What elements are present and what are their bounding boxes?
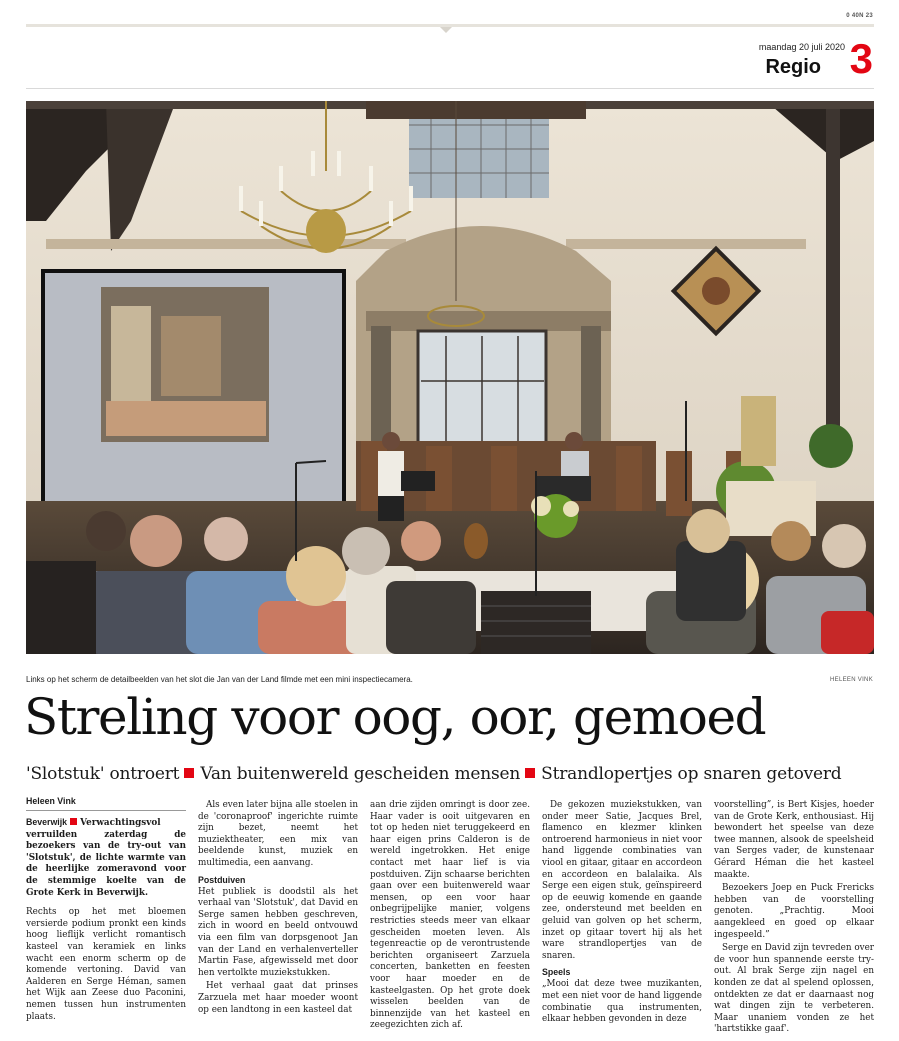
column-5 bbox=[714, 796, 874, 1038]
paragraph: Het publiek is doodstil als het verhaal van 'Slotstuk', dat David en Serge samen hebben geschreven, zich in woord en beeld ontvouwd via een film van dorpsgenoot Jan van der Land en verhalenverteller Martin Fase, afgewisseld met door hen vertolkte muziekstukken. bbox=[198, 886, 358, 978]
paragraph: „Mooi dat deze twee muzikanten, met een niet voor de hand liggende combinatie qua instrumenten, elkaar hebben gevonden in deze bbox=[542, 979, 702, 1025]
lead-paragraph bbox=[26, 817, 186, 899]
photo-illustration bbox=[26, 101, 874, 654]
page-number: 3 bbox=[849, 35, 873, 82]
column-3 bbox=[370, 796, 530, 1034]
section-title: Regio bbox=[765, 56, 821, 78]
red-square-icon bbox=[184, 768, 194, 778]
subheading: Speels bbox=[542, 967, 571, 978]
publication-date: maandag 20 juli 2020 bbox=[758, 42, 845, 52]
header-rule bbox=[26, 88, 874, 89]
column-4 bbox=[542, 796, 702, 1028]
page-code: 0 40N 23 bbox=[846, 13, 873, 19]
deck-item-3: Strandlopertjes op snaren getoverd bbox=[541, 764, 842, 784]
column-1 bbox=[26, 796, 186, 1025]
photo-caption: Links op het scherm de detailbeelden van het slot die Jan van der Land filmde met een mini inspectiecamera. bbox=[26, 675, 413, 684]
photo-credit: HELEEN VINK bbox=[830, 677, 873, 683]
paragraph: Serge en David zijn tevreden over de voor hun spannende eerste try-out. Al brak Serge zijn nagel en konden ze dat al spelend oplossen, ontdekten ze dat er daarnaast nog wat dingen zijn te verbeteren. Maar unaniem vonden ze het 'hartstikke gaaf'. bbox=[714, 943, 874, 1035]
byline: Heleen Vink bbox=[26, 796, 186, 811]
dateline-place: Beverwijk bbox=[26, 817, 68, 827]
paragraph: Rechts op het met bloemen versierde podium pronkt een kinds hoog lieflijk verlicht romantisch kasteel van keramiek en links wacht een enorm scherm op de komende vertoning. David van Aalderen en Serge Héman, samen het Wijk aan Zeese duo Paconini, nemen tussen hun instrumenten plaats. bbox=[26, 907, 186, 1022]
deck-item-1: 'Slotstuk' ontroert bbox=[26, 764, 180, 784]
deck bbox=[26, 764, 874, 784]
lead-text: Verwachtingsvol verruilden zaterdag de bezoekers van de try-out van 'Slotstuk', de lichte warmte van de heerlijke zomeravond voor de stemmige koelte van de Grote Kerk in Beverwijk. bbox=[26, 818, 186, 898]
paragraph: Bezoekers Joep en Puck Frericks hebben van de voorstelling genoten. „Prachtig. Mooi aangekleed en goed op elkaar ingespeeld.” bbox=[714, 883, 874, 940]
column-2 bbox=[198, 796, 358, 1018]
headline: Streling voor oog, oor, gemoed bbox=[24, 688, 766, 746]
paragraph: Als even later bijna alle stoelen in de 'coronaproof' ingerichte ruimte zijn bezet, neemt het muziektheater, een mix van beeldende kunst, muziek en multimedia, een aanvang. bbox=[198, 800, 358, 868]
article-body bbox=[26, 796, 874, 1036]
church-concert-photo bbox=[26, 101, 874, 654]
paragraph: Het verhaal gaat dat prinses Zarzuela met haar moeder woont op een landtong in een kasteel dat bbox=[198, 981, 358, 1015]
paragraph: De gekozen muziekstukken, van onder meer Satie, Jacques Brel, flamenco en klezmer klinken ontroerend harmonieus in niet voor hand liggende combinaties van viool en gitaar, gitaar en accordeon en accordeon en balalaika. Als Serge een eigen stuk, geïnspireerd op de eeuwig komende en gaande zee, ondersteund met beelden en geluid van golven op het scherm, inzet op gitaar tovert hij als het ware strandlopertjes van de snaren. bbox=[542, 800, 702, 961]
red-square-icon bbox=[70, 818, 77, 825]
top-rule-marker bbox=[440, 27, 452, 33]
subheading: Postduiven bbox=[198, 874, 246, 885]
paragraph: aan drie zijden omringt is door zee. Haar vader is ooit uitgevaren en tot op heden niet teruggekeerd en haar eigen prins Calderon is de wereld ingetrokken. Het enige contact met haar lief is via postduiven. Zijn schaarse berichten gaan over een buitenwereld waar mensen, op een voor haar onbegrijpelijke manier, volgens restricties steeds meer van elkaar gescheiden moeten leven. Als tegenreactie op de verontrustende berichten organiseert Zarzuela concerten, banketten en feesten voor haar moeder en de kasteelgasten. Op het grote doek wisselen beelden van de binnenzijde van het kasteel en zeegezichten zich af. bbox=[370, 800, 530, 1031]
paragraph: voorstelling”, is Bert Kisjes, hoeder van de Grote Kerk, enthousiast. Hij bewondert het speelse van deze twee mannen, alsook de speelsheid van Serges vader, de kunstenaar Gérard Héman die het kasteel maakte. bbox=[714, 800, 874, 880]
red-square-icon bbox=[525, 768, 535, 778]
deck-item-2: Van buitenwereld gescheiden mensen bbox=[200, 764, 521, 784]
